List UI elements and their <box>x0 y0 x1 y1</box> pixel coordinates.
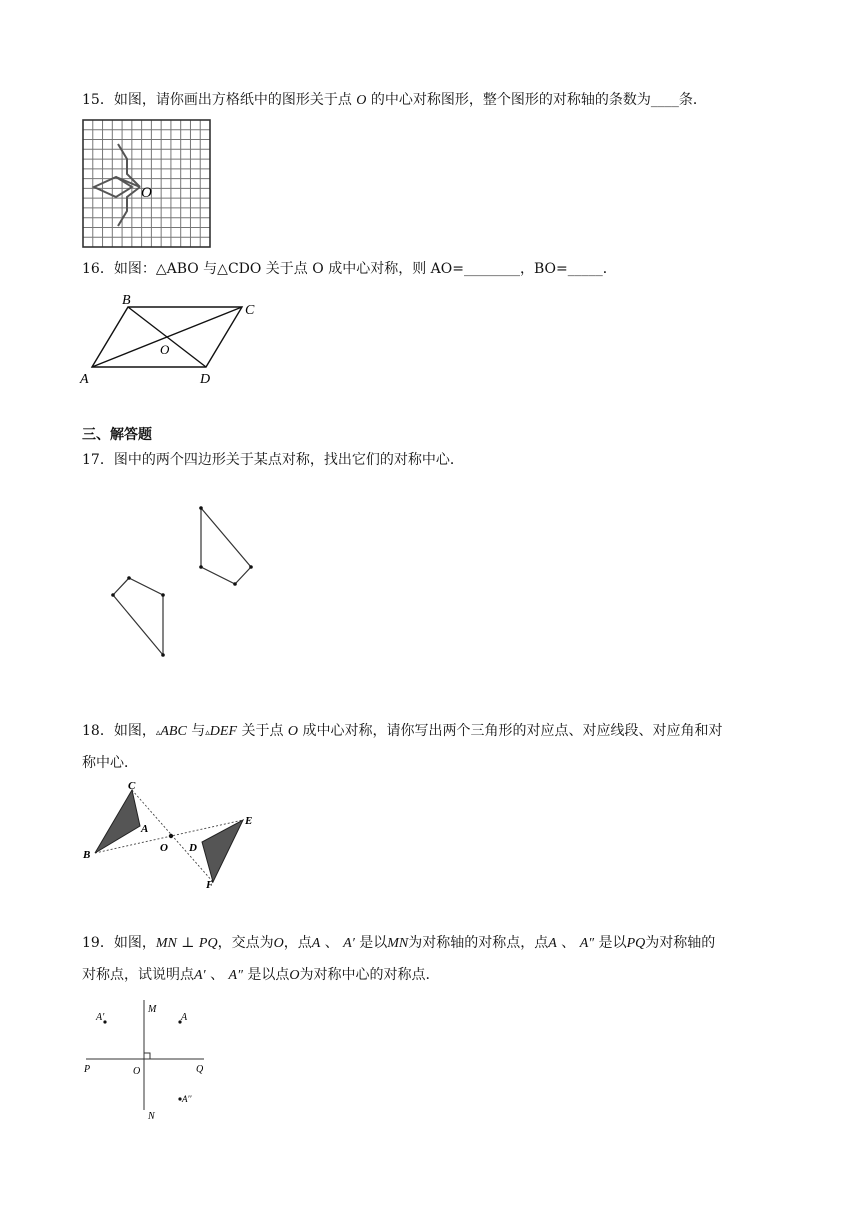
question-18-text: 18．如图，▵ABC 与▵DEF 关于点 O 成中心对称，请你写出两个三角形的对应点、对应线段、对应角和对 <box>82 723 723 739</box>
label-q: Q <box>196 1064 204 1075</box>
label-a: A <box>141 823 149 835</box>
label-o: O <box>141 185 152 201</box>
label-a-prime: A′ <box>96 1012 105 1023</box>
quadrilaterals-figure <box>100 500 270 670</box>
label-c: C <box>128 780 136 792</box>
section-heading: 三、解答题 <box>82 427 152 443</box>
label-d: D <box>189 842 197 854</box>
label-a: A <box>80 372 89 387</box>
label-c: C <box>245 303 255 318</box>
parallelogram-figure <box>80 290 270 390</box>
label-p: P <box>84 1064 91 1075</box>
question-18-text-line2: 称中心． <box>82 755 138 771</box>
question-16-text: 16．如图：△ABO 与△CDO 关于点 O 成中心对称，则 AO=________，BO=_____． <box>82 261 617 277</box>
label-f: F <box>206 879 214 891</box>
label-e: E <box>245 815 253 827</box>
label-a-double-prime: A′′ <box>182 1094 192 1104</box>
question-19-text-line2: 对称点，试说明点A′ 、 A″ 是以点O为对称中心的对称点. <box>82 967 430 983</box>
axes-figure <box>80 995 220 1125</box>
label-b: B <box>122 293 131 308</box>
question-19-text: 19．如图，MN ⊥ PQ，交点为O，点A 、 A′ 是以MN为对称轴的对称点，点A 、 A″ 是以PQ为对称轴的 <box>82 935 716 951</box>
label-a: A <box>181 1012 188 1023</box>
triangles-figure <box>80 780 270 895</box>
label-o: O <box>160 842 168 854</box>
grid-figure <box>82 119 212 249</box>
label-n: N <box>148 1111 155 1122</box>
label-o: O <box>160 342 170 357</box>
grid-shape <box>94 144 140 226</box>
label-b: B <box>83 849 91 861</box>
label-o: O <box>133 1066 141 1077</box>
label-m: M <box>148 1004 157 1015</box>
question-15-text: 15．如图，请你画出方格纸中的图形关于点 O 的中心对称图形，整个图形的对称轴的条数为____条． <box>82 92 707 108</box>
label-d: D <box>200 372 211 387</box>
question-17-text: 17．图中的两个四边形关于某点对称，找出它们的对称中心． <box>82 452 464 468</box>
